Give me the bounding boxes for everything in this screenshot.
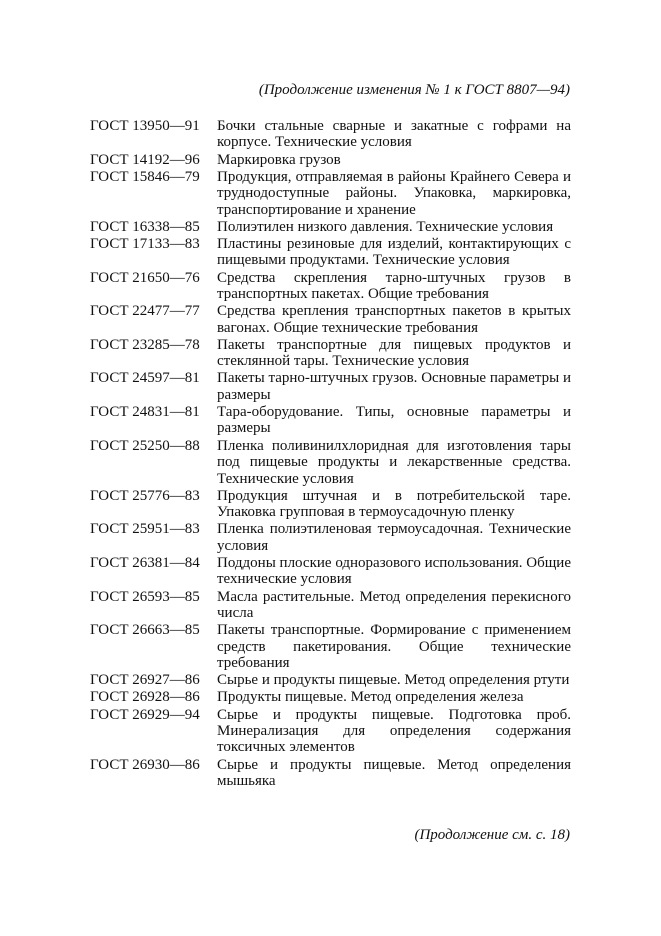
reference-code: ГОСТ 26927—86	[90, 672, 200, 689]
reference-description: Масла растительные. Метод определения перекисного числа	[217, 588, 571, 621]
reference-description: Сырье и продукты пищевые. Подготовка проб. Минерализация для определения содержания токсичных элементов	[217, 706, 571, 756]
reference-description: Поддоны плоские одноразового использования. Общие технические условия	[217, 554, 571, 588]
reference-row	[90, 521, 571, 554]
reference-description: Продукция штучная и в потребительской таре. Упаковка групповая в термоусадочную пленку	[217, 487, 571, 521]
reference-description: Сырье и продукты пищевые. Метод определения мышьяка	[217, 756, 571, 789]
reference-description: Сырье и продукты пищевые. Метод определения ртути	[217, 672, 570, 689]
reference-row	[90, 169, 571, 218]
reference-list	[90, 118, 571, 790]
reference-row	[90, 270, 571, 303]
reference-row	[90, 438, 571, 487]
continuation-header: (Продолжение изменения № 1 к ГОСТ 8807—94)	[258, 82, 570, 98]
reference-row	[90, 488, 571, 521]
reference-description: Продукция, отправляемая в районы Крайнего Севера и труднодоступные районы. Упаковка, маркировка, транспортирование и хранение	[217, 168, 571, 218]
reference-row	[90, 672, 571, 688]
reference-row	[90, 370, 571, 403]
reference-description: Средства скрепления тарно-штучных грузов в транспортных пакетах. Общие требования	[217, 269, 571, 303]
reference-row	[90, 757, 571, 790]
reference-row	[90, 118, 571, 151]
reference-description: Пленка поливинилхлоридная для изготовления тары под пищевые продукты и лекарственные средства. Технические условия	[217, 437, 571, 487]
reference-description: Пакеты тарно-штучных грузов. Основные параметры и размеры	[217, 370, 571, 403]
reference-code: ГОСТ 26381—84	[90, 554, 200, 571]
reference-code: ГОСТ 25776—83	[90, 487, 200, 504]
reference-row	[90, 219, 571, 235]
reference-row	[90, 707, 571, 756]
reference-row	[90, 236, 571, 269]
reference-code: ГОСТ 24831—81	[90, 404, 200, 421]
reference-description: Пакеты транспортные для пищевых продуктов и стеклянной тары. Технические условия	[217, 336, 571, 370]
reference-code: ГОСТ 25951—83	[90, 521, 200, 538]
reference-description: Бочки стальные сварные и закатные с гофрами на корпусе. Технические условия	[217, 118, 571, 151]
reference-description: Пленка полиэтиленовая термоусадочная. Технические условия	[217, 521, 571, 554]
reference-row	[90, 555, 571, 588]
reference-row	[90, 622, 571, 671]
reference-row	[90, 404, 571, 437]
reference-code: ГОСТ 26663—85	[90, 622, 200, 639]
reference-row	[90, 689, 571, 705]
reference-code: ГОСТ 26593—85	[90, 588, 200, 605]
reference-code: ГОСТ 26928—86	[90, 689, 200, 706]
reference-description: Пластины резиновые для изделий, контактирующих с пищевыми продуктами. Технические условия	[217, 236, 571, 269]
reference-code: ГОСТ 25250—88	[90, 437, 200, 454]
reference-code: ГОСТ 16338—85	[90, 218, 200, 235]
reference-row	[90, 303, 571, 336]
reference-description: Маркировка грузов	[217, 151, 341, 168]
reference-code: ГОСТ 26930—86	[90, 756, 200, 773]
reference-description: Тара-оборудование. Типы, основные параметры и размеры	[217, 404, 571, 437]
reference-code: ГОСТ 24597—81	[90, 370, 200, 387]
reference-code: ГОСТ 17133—83	[90, 236, 200, 253]
reference-description: Полиэтилен низкого давления. Технические условия	[217, 218, 554, 235]
reference-code: ГОСТ 22477—77	[90, 303, 200, 320]
reference-row	[90, 589, 571, 622]
reference-code: ГОСТ 26929—94	[90, 706, 200, 723]
reference-row	[90, 337, 571, 370]
reference-code: ГОСТ 15846—79	[90, 168, 200, 185]
reference-row	[90, 152, 571, 168]
continuation-footer: (Продолжение см. с. 18)	[414, 827, 570, 843]
reference-code: ГОСТ 14192—96	[90, 151, 200, 168]
reference-description: Продукты пищевые. Метод определения железа	[217, 689, 524, 706]
reference-description: Пакеты транспортные. Формирование с применением средств пакетирования. Общие технические требования	[217, 622, 571, 671]
reference-description: Средства крепления транспортных пакетов в крытых вагонах. Общие технические требования	[217, 303, 571, 336]
reference-code: ГОСТ 13950—91	[90, 118, 200, 134]
reference-code: ГОСТ 21650—76	[90, 269, 200, 286]
reference-code: ГОСТ 23285—78	[90, 336, 200, 353]
